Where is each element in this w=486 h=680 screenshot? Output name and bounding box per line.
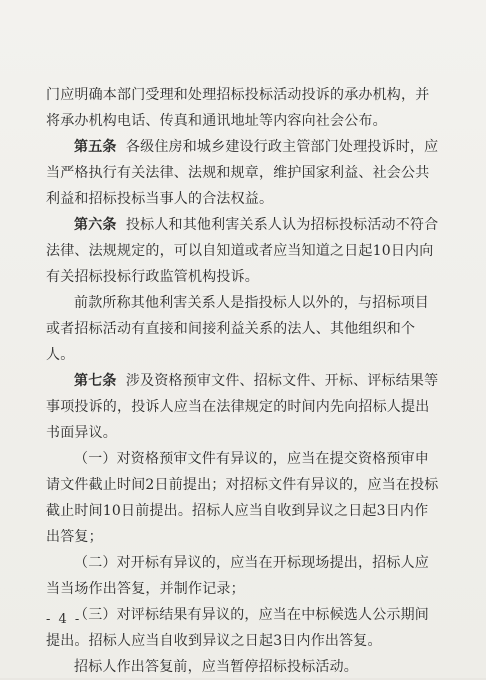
clause-2-text: （二）对开标有异议的，应当在开标现场提出，招标人应当当场作出答复，并制作记录； <box>46 555 429 597</box>
paragraph-1-text: 门应明确本部门受理和处理招标投标活动投诉的承办机构，并将承办机构电话、传真和通讯地址等内容向社会公布。 <box>46 87 430 129</box>
clause-1 <box>46 446 442 550</box>
article-5-text: 各级住房和城乡建设行政主管部门处理投诉时，应当严格执行有关法律、法规和规章，维护国家利益、社会公共利益和招标投标当事人的合法权益。 <box>46 139 439 207</box>
article-7-title: 第七条 <box>74 373 117 389</box>
document-body <box>46 82 442 680</box>
article-7-text: 涉及资格预审文件、招标文件、开标、评标结果等事项投诉的，投诉人应当在法律规定的时间内先向招标人提出书面异议。 <box>46 373 439 441</box>
clause-2 <box>46 550 442 602</box>
article-7 <box>46 368 442 446</box>
article-6 <box>46 212 442 290</box>
paragraph-9 <box>46 654 442 680</box>
paragraph-9-text: 招标人作出答复前，应当暂停招标投标活动。 <box>74 659 358 675</box>
clause-3-text: （三）对评标结果有异议的，应当在中标候选人公示期间提出。招标人应当自收到异议之日起3日内作出答复。 <box>46 607 429 649</box>
article-5-title: 第五条 <box>74 139 117 155</box>
paragraph-4 <box>46 290 442 368</box>
paragraph-4-text: 前款所称其他利害关系人是指投标人以外的，与招标项目或者招标活动有直接和间接利益关系的法人、其他组织和个人。 <box>46 295 429 363</box>
article-5 <box>46 134 442 212</box>
page-number: - 4 - <box>46 612 82 627</box>
article-6-text: 投标人和其他利害关系人认为招标投标活动不符合法律、法规规定的，可以自知道或者应当知道之日起10日内向有关招标投标行政监管机构投诉。 <box>46 217 439 285</box>
clause-1-text: （一）对资格预审文件有异议的，应当在提交资格预审申请文件截止时间2日前提出；对招标文件有异议的，应当在投标截止时间10日前提出。招标人应当自收到异议之日起3日内作出答复； <box>46 451 439 545</box>
clause-3 <box>46 602 442 654</box>
paragraph-1 <box>46 82 442 134</box>
article-6-title: 第六条 <box>74 217 117 233</box>
